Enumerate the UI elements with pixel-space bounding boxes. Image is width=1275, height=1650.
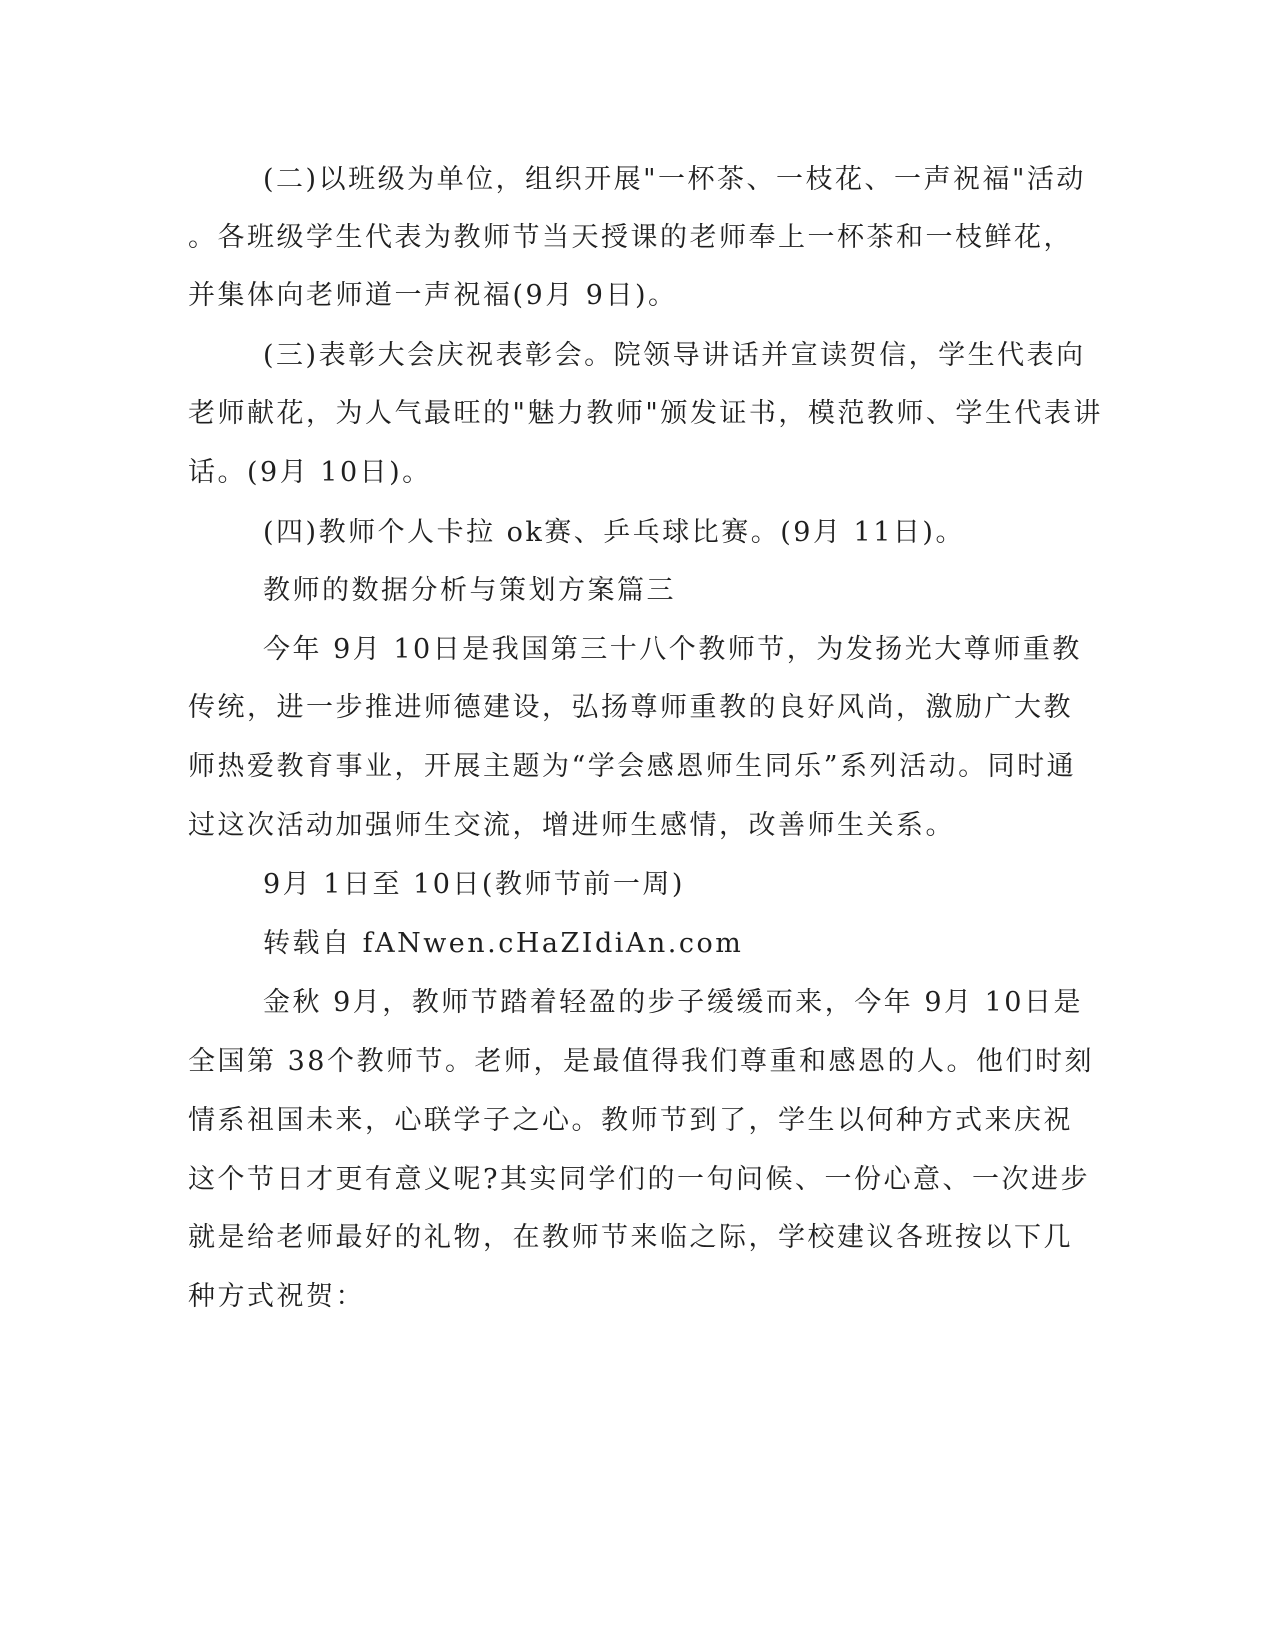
paragraph-line: 并集体向老师道一声祝福(9月 9日)。 bbox=[188, 280, 678, 311]
paragraph-line: (三)表彰大会庆祝表彰会。院领导讲话并宣读贺信，学生代表向 bbox=[263, 340, 1086, 371]
paragraph-line: (四)教师个人卡拉 ok赛、乒乓球比赛。(9月 11日)。 bbox=[263, 517, 965, 548]
paragraph-line: 过这次活动加强师生交流，增进师生感情，改善师生关系。 bbox=[188, 810, 955, 841]
paragraph-line: 老师献花，为人气最旺的"魅力教师"颁发证书，模范教师、学生代表讲 bbox=[188, 398, 1103, 429]
paragraph-line: 话。(9月 10日)。 bbox=[188, 457, 432, 488]
paragraph-line: 情系祖国未来，心联学子之心。教师节到了，学生以何种方式来庆祝 bbox=[188, 1105, 1073, 1136]
paragraph-line: 9月 1日至 10日(教师节前一周) bbox=[263, 869, 685, 900]
paragraph-line: 传统，进一步推进师德建设，弘扬尊师重教的良好风尚，激励广大教 bbox=[188, 692, 1073, 723]
paragraph-line: 。各班级学生代表为教师节当天授课的老师奉上一杯茶和一枝鲜花， bbox=[188, 222, 1073, 253]
paragraph-line: 这个节日才更有意义呢?其实同学们的一句问候、一份心意、一次进步 bbox=[188, 1164, 1090, 1195]
paragraph-line: 就是给老师最好的礼物，在教师节来临之际，学校建议各班按以下几 bbox=[188, 1222, 1073, 1253]
paragraph-line: 今年 9月 10日是我国第三十八个教师节，为发扬光大尊师重教 bbox=[263, 634, 1082, 665]
section-heading: 教师的数据分析与策划方案篇三 bbox=[263, 575, 676, 606]
paragraph-line: 种方式祝贺： bbox=[188, 1281, 365, 1312]
paragraph-line: 金秋 9月，教师节踏着轻盈的步子缓缓而来，今年 9月 10日是 bbox=[263, 987, 1083, 1018]
paragraph-line: 全国第 38个教师节。老师，是最值得我们尊重和感恩的人。他们时刻 bbox=[188, 1046, 1094, 1077]
source-note: 转载自 fANwen.cHaZIdiAn.com bbox=[263, 928, 744, 959]
paragraph-line: 师热爱教育事业，开展主题为“学会感恩师生同乐”系列活动。同时通 bbox=[188, 751, 1077, 782]
paragraph-line: (二)以班级为单位，组织开展"一杯茶、一枝花、一声祝福"活动 bbox=[263, 164, 1086, 195]
